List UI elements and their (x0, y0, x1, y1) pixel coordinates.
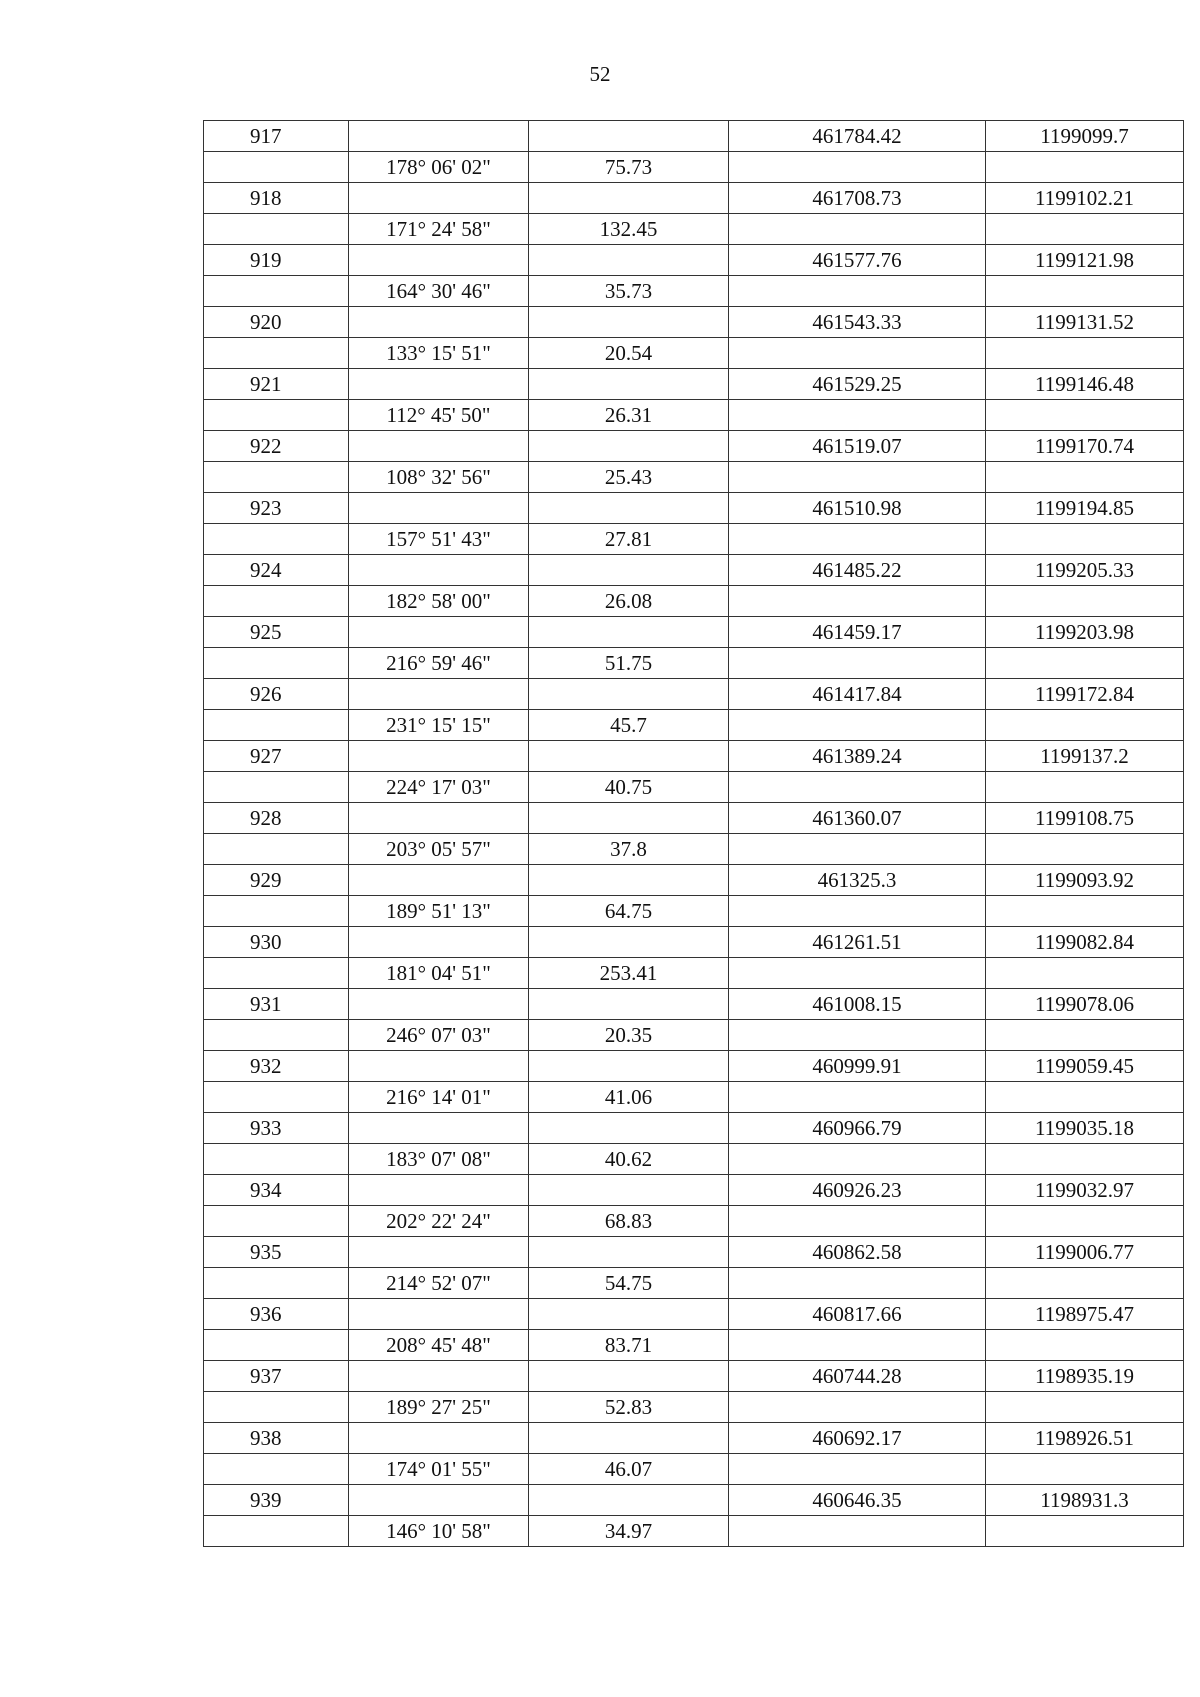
empty-cell (349, 617, 529, 648)
empty-cell (204, 1516, 349, 1547)
empty-cell (986, 152, 1184, 183)
point-row (204, 617, 1184, 648)
distance: 41.06 (529, 1082, 729, 1113)
empty-cell (986, 834, 1184, 865)
empty-cell (349, 493, 529, 524)
empty-cell (204, 1268, 349, 1299)
point-row (204, 121, 1184, 152)
empty-cell (204, 1020, 349, 1051)
x-coordinate: 461389.24 (729, 741, 986, 772)
distance: 34.97 (529, 1516, 729, 1547)
point-row (204, 1175, 1184, 1206)
empty-cell (986, 1206, 1184, 1237)
bearing: 178° 06' 02" (349, 152, 529, 183)
bearing: 146° 10' 58" (349, 1516, 529, 1547)
point-row (204, 555, 1184, 586)
distance: 68.83 (529, 1206, 729, 1237)
point-number: 938 (204, 1423, 349, 1454)
bearing: 224° 17' 03" (349, 772, 529, 803)
empty-cell (349, 741, 529, 772)
empty-cell (729, 896, 986, 927)
x-coordinate: 460862.58 (729, 1237, 986, 1268)
point-number: 923 (204, 493, 349, 524)
point-row (204, 431, 1184, 462)
y-coordinate: 1199172.84 (986, 679, 1184, 710)
point-number: 922 (204, 431, 349, 462)
x-coordinate: 461261.51 (729, 927, 986, 958)
empty-cell (529, 803, 729, 834)
point-row (204, 307, 1184, 338)
y-coordinate: 1199099.7 (986, 121, 1184, 152)
point-number: 925 (204, 617, 349, 648)
empty-cell (729, 1330, 986, 1361)
bearing: 202° 22' 24" (349, 1206, 529, 1237)
bearing: 164° 30' 46" (349, 276, 529, 307)
empty-cell (729, 1454, 986, 1485)
empty-cell (529, 865, 729, 896)
point-row (204, 1237, 1184, 1268)
empty-cell (204, 772, 349, 803)
empty-cell (204, 152, 349, 183)
segment-row (204, 834, 1184, 865)
empty-cell (349, 183, 529, 214)
empty-cell (529, 307, 729, 338)
x-coordinate: 461485.22 (729, 555, 986, 586)
distance: 45.7 (529, 710, 729, 741)
empty-cell (986, 896, 1184, 927)
point-row (204, 927, 1184, 958)
empty-cell (729, 400, 986, 431)
segment-row (204, 1206, 1184, 1237)
empty-cell (529, 431, 729, 462)
segment-row (204, 586, 1184, 617)
segment-row (204, 462, 1184, 493)
point-number: 930 (204, 927, 349, 958)
distance: 37.8 (529, 834, 729, 865)
empty-cell (529, 121, 729, 152)
empty-cell (986, 1330, 1184, 1361)
bearing: 189° 27' 25" (349, 1392, 529, 1423)
empty-cell (986, 1454, 1184, 1485)
empty-cell (204, 710, 349, 741)
y-coordinate: 1199205.33 (986, 555, 1184, 586)
empty-cell (349, 369, 529, 400)
distance: 20.54 (529, 338, 729, 369)
point-row (204, 493, 1184, 524)
empty-cell (729, 1144, 986, 1175)
empty-cell (729, 648, 986, 679)
empty-cell (729, 586, 986, 617)
segment-row (204, 338, 1184, 369)
distance: 54.75 (529, 1268, 729, 1299)
x-coordinate: 460999.91 (729, 1051, 986, 1082)
empty-cell (204, 214, 349, 245)
empty-cell (349, 431, 529, 462)
distance: 35.73 (529, 276, 729, 307)
y-coordinate: 1199102.21 (986, 183, 1184, 214)
empty-cell (729, 1268, 986, 1299)
segment-row (204, 1144, 1184, 1175)
empty-cell (986, 214, 1184, 245)
empty-cell (349, 1299, 529, 1330)
x-coordinate: 461360.07 (729, 803, 986, 834)
distance: 253.41 (529, 958, 729, 989)
y-coordinate: 1199059.45 (986, 1051, 1184, 1082)
point-number: 932 (204, 1051, 349, 1082)
point-number: 937 (204, 1361, 349, 1392)
point-row (204, 369, 1184, 400)
empty-cell (349, 1485, 529, 1516)
point-row (204, 1051, 1184, 1082)
point-row (204, 989, 1184, 1020)
empty-cell (529, 555, 729, 586)
y-coordinate: 1199082.84 (986, 927, 1184, 958)
empty-cell (529, 617, 729, 648)
point-number: 926 (204, 679, 349, 710)
point-number: 934 (204, 1175, 349, 1206)
distance: 27.81 (529, 524, 729, 555)
y-coordinate: 1199146.48 (986, 369, 1184, 400)
segment-row (204, 1082, 1184, 1113)
segment-row (204, 400, 1184, 431)
x-coordinate: 461417.84 (729, 679, 986, 710)
empty-cell (986, 400, 1184, 431)
point-number: 918 (204, 183, 349, 214)
empty-cell (349, 679, 529, 710)
x-coordinate: 460646.35 (729, 1485, 986, 1516)
x-coordinate: 461008.15 (729, 989, 986, 1020)
distance: 40.75 (529, 772, 729, 803)
empty-cell (204, 1330, 349, 1361)
segment-row (204, 1392, 1184, 1423)
empty-cell (204, 648, 349, 679)
bearing: 214° 52' 07" (349, 1268, 529, 1299)
distance: 51.75 (529, 648, 729, 679)
bearing: 208° 45' 48" (349, 1330, 529, 1361)
empty-cell (729, 462, 986, 493)
segment-row (204, 152, 1184, 183)
empty-cell (204, 524, 349, 555)
point-number: 931 (204, 989, 349, 1020)
empty-cell (349, 865, 529, 896)
empty-cell (204, 1454, 349, 1485)
empty-cell (529, 1485, 729, 1516)
empty-cell (204, 1392, 349, 1423)
empty-cell (349, 989, 529, 1020)
point-row (204, 865, 1184, 896)
empty-cell (729, 834, 986, 865)
x-coordinate: 461708.73 (729, 183, 986, 214)
empty-cell (204, 1144, 349, 1175)
point-row (204, 1299, 1184, 1330)
empty-cell (729, 1082, 986, 1113)
bearing: 133° 15' 51" (349, 338, 529, 369)
empty-cell (986, 524, 1184, 555)
segment-row (204, 1330, 1184, 1361)
distance: 26.31 (529, 400, 729, 431)
point-row (204, 679, 1184, 710)
empty-cell (529, 245, 729, 276)
point-row (204, 1423, 1184, 1454)
empty-cell (986, 648, 1184, 679)
empty-cell (349, 121, 529, 152)
y-coordinate: 1198926.51 (986, 1423, 1184, 1454)
distance: 40.62 (529, 1144, 729, 1175)
point-row (204, 803, 1184, 834)
page-number: 52 (589, 62, 611, 86)
point-number: 927 (204, 741, 349, 772)
point-row (204, 1485, 1184, 1516)
segment-row (204, 276, 1184, 307)
empty-cell (349, 307, 529, 338)
empty-cell (349, 927, 529, 958)
point-row (204, 183, 1184, 214)
empty-cell (529, 679, 729, 710)
point-row (204, 1113, 1184, 1144)
empty-cell (529, 493, 729, 524)
empty-cell (204, 276, 349, 307)
point-number: 917 (204, 121, 349, 152)
bearing: 231° 15' 15" (349, 710, 529, 741)
y-coordinate: 1199006.77 (986, 1237, 1184, 1268)
empty-cell (349, 803, 529, 834)
empty-cell (986, 1144, 1184, 1175)
x-coordinate: 461325.3 (729, 865, 986, 896)
point-number: 928 (204, 803, 349, 834)
empty-cell (986, 276, 1184, 307)
bearing: 183° 07' 08" (349, 1144, 529, 1175)
point-number: 921 (204, 369, 349, 400)
empty-cell (529, 1237, 729, 1268)
distance: 64.75 (529, 896, 729, 927)
distance: 20.35 (529, 1020, 729, 1051)
empty-cell (529, 1423, 729, 1454)
segment-row (204, 772, 1184, 803)
x-coordinate: 461510.98 (729, 493, 986, 524)
empty-cell (986, 958, 1184, 989)
y-coordinate: 1199035.18 (986, 1113, 1184, 1144)
point-number: 924 (204, 555, 349, 586)
empty-cell (986, 462, 1184, 493)
segment-row (204, 1268, 1184, 1299)
empty-cell (729, 710, 986, 741)
empty-cell (204, 586, 349, 617)
y-coordinate: 1198931.3 (986, 1485, 1184, 1516)
empty-cell (729, 1020, 986, 1051)
empty-cell (529, 989, 729, 1020)
segment-row (204, 1454, 1184, 1485)
empty-cell (986, 1020, 1184, 1051)
x-coordinate: 460926.23 (729, 1175, 986, 1206)
empty-cell (349, 1051, 529, 1082)
bearing: 174° 01' 55" (349, 1454, 529, 1485)
empty-cell (349, 1175, 529, 1206)
distance: 25.43 (529, 462, 729, 493)
empty-cell (204, 462, 349, 493)
empty-cell (529, 1113, 729, 1144)
x-coordinate: 461519.07 (729, 431, 986, 462)
bearing: 189° 51' 13" (349, 896, 529, 927)
y-coordinate: 1199203.98 (986, 617, 1184, 648)
empty-cell (204, 338, 349, 369)
bearing: 182° 58' 00" (349, 586, 529, 617)
bearing: 181° 04' 51" (349, 958, 529, 989)
point-row (204, 741, 1184, 772)
coordinates-table (203, 120, 1184, 1547)
segment-row (204, 896, 1184, 927)
bearing: 216° 59' 46" (349, 648, 529, 679)
y-coordinate: 1199121.98 (986, 245, 1184, 276)
empty-cell (729, 524, 986, 555)
empty-cell (986, 1516, 1184, 1547)
empty-cell (729, 276, 986, 307)
empty-cell (204, 834, 349, 865)
bearing: 171° 24' 58" (349, 214, 529, 245)
empty-cell (349, 1361, 529, 1392)
segment-row (204, 214, 1184, 245)
empty-cell (204, 958, 349, 989)
bearing: 246° 07' 03" (349, 1020, 529, 1051)
empty-cell (529, 1175, 729, 1206)
y-coordinate: 1199194.85 (986, 493, 1184, 524)
x-coordinate: 460966.79 (729, 1113, 986, 1144)
segment-row (204, 958, 1184, 989)
empty-cell (986, 1268, 1184, 1299)
x-coordinate: 461577.76 (729, 245, 986, 276)
empty-cell (986, 338, 1184, 369)
empty-cell (729, 772, 986, 803)
point-number: 939 (204, 1485, 349, 1516)
empty-cell (349, 1113, 529, 1144)
point-number: 920 (204, 307, 349, 338)
empty-cell (349, 1423, 529, 1454)
empty-cell (349, 555, 529, 586)
y-coordinate: 1199108.75 (986, 803, 1184, 834)
empty-cell (529, 1361, 729, 1392)
y-coordinate: 1199032.97 (986, 1175, 1184, 1206)
x-coordinate: 461529.25 (729, 369, 986, 400)
empty-cell (986, 1082, 1184, 1113)
x-coordinate: 460692.17 (729, 1423, 986, 1454)
empty-cell (729, 152, 986, 183)
empty-cell (729, 1516, 986, 1547)
empty-cell (986, 772, 1184, 803)
point-number: 929 (204, 865, 349, 896)
empty-cell (729, 338, 986, 369)
empty-cell (986, 1392, 1184, 1423)
empty-cell (529, 741, 729, 772)
distance: 26.08 (529, 586, 729, 617)
distance: 132.45 (529, 214, 729, 245)
point-number: 936 (204, 1299, 349, 1330)
distance: 83.71 (529, 1330, 729, 1361)
coordinates-table-body (204, 121, 1184, 1547)
x-coordinate: 461543.33 (729, 307, 986, 338)
empty-cell (986, 710, 1184, 741)
empty-cell (529, 927, 729, 958)
empty-cell (986, 586, 1184, 617)
point-number: 935 (204, 1237, 349, 1268)
empty-cell (529, 183, 729, 214)
bearing: 216° 14' 01" (349, 1082, 529, 1113)
point-row (204, 1361, 1184, 1392)
empty-cell (204, 1082, 349, 1113)
y-coordinate: 1199093.92 (986, 865, 1184, 896)
x-coordinate: 460744.28 (729, 1361, 986, 1392)
empty-cell (729, 214, 986, 245)
segment-row (204, 1516, 1184, 1547)
bearing: 203° 05' 57" (349, 834, 529, 865)
empty-cell (529, 369, 729, 400)
segment-row (204, 648, 1184, 679)
y-coordinate: 1199170.74 (986, 431, 1184, 462)
x-coordinate: 461784.42 (729, 121, 986, 152)
x-coordinate: 460817.66 (729, 1299, 986, 1330)
empty-cell (349, 1237, 529, 1268)
point-number: 919 (204, 245, 349, 276)
empty-cell (729, 958, 986, 989)
bearing: 108° 32' 56" (349, 462, 529, 493)
point-row (204, 245, 1184, 276)
y-coordinate: 1199131.52 (986, 307, 1184, 338)
bearing: 157° 51' 43" (349, 524, 529, 555)
empty-cell (729, 1392, 986, 1423)
segment-row (204, 524, 1184, 555)
y-coordinate: 1198935.19 (986, 1361, 1184, 1392)
empty-cell (204, 896, 349, 927)
point-number: 933 (204, 1113, 349, 1144)
segment-row (204, 710, 1184, 741)
distance: 52.83 (529, 1392, 729, 1423)
empty-cell (349, 245, 529, 276)
y-coordinate: 1198975.47 (986, 1299, 1184, 1330)
empty-cell (204, 1206, 349, 1237)
empty-cell (729, 1206, 986, 1237)
distance: 75.73 (529, 152, 729, 183)
segment-row (204, 1020, 1184, 1051)
empty-cell (529, 1299, 729, 1330)
x-coordinate: 461459.17 (729, 617, 986, 648)
distance: 46.07 (529, 1454, 729, 1485)
empty-cell (529, 1051, 729, 1082)
empty-cell (204, 400, 349, 431)
bearing: 112° 45' 50" (349, 400, 529, 431)
y-coordinate: 1199137.2 (986, 741, 1184, 772)
y-coordinate: 1199078.06 (986, 989, 1184, 1020)
